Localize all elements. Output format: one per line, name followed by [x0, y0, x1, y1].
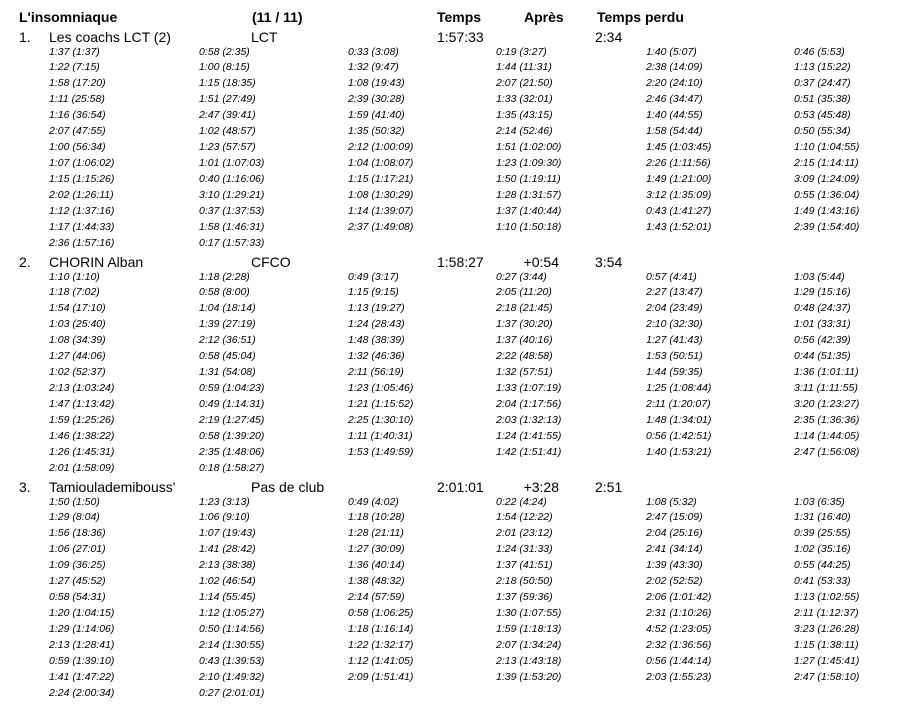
split-cell: 1:47 (1:13:42): [49, 398, 115, 410]
split-cell: 2:13 (1:03:24): [49, 382, 115, 395]
split-cell: 0:59 (1:04:23): [199, 382, 265, 395]
split-cell: 1:16 (36:54): [49, 109, 106, 122]
split-cell: 0:48 (24:37): [794, 302, 851, 315]
split-cell: 0:58 (1:06:25): [348, 607, 414, 620]
split-row: [0, 188, 899, 204]
split-cell: 1:18 (7:02): [49, 286, 100, 299]
split-cell: 1:56 (18:36): [49, 527, 106, 540]
split-cell: 2:10 (1:49:32): [199, 670, 265, 683]
split-cell: 0:59 (1:39:10): [49, 654, 115, 667]
split-row: [0, 349, 899, 365]
split-cell: 3:23 (1:26:28): [794, 623, 860, 635]
split-cell: 4:52 (1:23:05): [646, 623, 712, 635]
split-cell: 2:03 (1:55:23): [646, 670, 712, 683]
split-cell: 1:17 (1:44:33): [49, 220, 115, 233]
split-cell: 1:24 (1:41:55): [496, 429, 562, 442]
split-cell: 2:38 (14:09): [646, 61, 703, 74]
split-cell: 2:18 (21:45): [496, 302, 553, 315]
split-cell: 1:36 (1:01:11): [794, 366, 859, 379]
split-cell: 1:02 (48:57): [199, 125, 256, 138]
split-row: [0, 654, 899, 670]
split-cell: 1:27 (45:52): [49, 575, 106, 588]
split-cell: 1:12 (1:05:27): [199, 607, 265, 620]
split-cell: 1:28 (1:31:57): [496, 188, 562, 201]
split-cell: 1:41 (1:47:22): [49, 670, 115, 683]
split-cell: 2:47 (39:41): [199, 109, 256, 122]
split-cell: 1:53 (50:51): [646, 350, 703, 363]
split-cell: 2:01 (23:12): [496, 527, 553, 540]
runner-time-lost: 2:34: [595, 29, 623, 45]
split-cell: 1:11 (25:58): [49, 93, 105, 106]
split-cell: 1:15 (1:38:11): [794, 638, 859, 651]
runner-club: CFCO: [251, 254, 291, 270]
split-cell: 1:37 (59:36): [496, 591, 553, 604]
split-row: [0, 365, 899, 381]
runner-name: CHORIN Alban: [49, 254, 144, 270]
split-row: [0, 686, 899, 702]
split-cell: 1:44 (59:35): [646, 366, 703, 379]
split-cell: 1:08 (5:32): [646, 495, 697, 508]
split-cell: 1:03 (25:40): [49, 318, 106, 331]
split-times-table: [0, 495, 899, 702]
split-cell: 0:50 (1:14:56): [199, 623, 265, 635]
split-cell: 2:39 (1:54:40): [794, 220, 860, 233]
split-row: [0, 108, 899, 124]
split-cell: 0:58 (8:00): [199, 286, 250, 299]
split-cell: 1:40 (5:07): [646, 45, 697, 58]
split-cell: 2:20 (24:10): [646, 77, 703, 90]
split-cell: 0:17 (1:57:33): [199, 236, 265, 249]
split-cell: 1:13 (1:02:55): [794, 591, 860, 604]
split-cell: 2:01 (1:58:09): [49, 461, 115, 474]
split-cell: 0:44 (51:35): [794, 350, 851, 363]
split-cell: 3:20 (1:23:27): [794, 398, 860, 410]
split-cell: 1:14 (1:44:05): [794, 429, 860, 442]
split-row: [0, 606, 899, 622]
split-cell: 1:08 (34:39): [49, 334, 106, 347]
split-cell: 1:39 (27:19): [199, 318, 256, 331]
split-cell: 0:58 (2:35): [199, 45, 250, 58]
split-cell: 1:02 (35:16): [794, 543, 851, 556]
split-cell: 2:11 (1:12:37): [794, 607, 859, 620]
split-times-table: [0, 270, 899, 477]
split-row: [0, 156, 899, 172]
split-cell: 1:37 (30:20): [496, 318, 553, 331]
split-cell: 3:09 (1:24:09): [794, 173, 860, 185]
runner-summary-row: [0, 254, 899, 270]
split-cell: 1:13 (19:27): [348, 302, 405, 315]
split-cell: 1:39 (43:30): [646, 559, 703, 572]
split-cell: 2:13 (1:28:41): [49, 638, 115, 651]
split-row: [0, 76, 899, 92]
split-cell: 1:03 (6:35): [794, 495, 845, 508]
split-cell: 1:20 (1:04:15): [49, 607, 115, 620]
split-row: [0, 622, 899, 638]
split-cell: 1:33 (1:07:19): [496, 382, 562, 395]
split-cell: 2:26 (1:11:56): [646, 157, 711, 170]
split-cell: 1:01 (1:07:03): [199, 157, 265, 170]
split-cell: 2:47 (15:09): [646, 511, 703, 524]
split-cell: 1:44 (11:31): [496, 61, 552, 74]
split-cell: 0:27 (2:01:01): [199, 686, 265, 699]
split-cell: 2:06 (1:01:42): [646, 591, 712, 604]
split-cell: 2:07 (21:50): [496, 77, 553, 90]
split-cell: 1:29 (15:16): [794, 286, 851, 299]
split-cell: 2:18 (50:50): [496, 575, 553, 588]
split-cell: 1:12 (1:37:16): [49, 204, 115, 217]
split-row: [0, 204, 899, 220]
split-cell: 0:49 (3:17): [348, 270, 399, 283]
split-cell: 1:08 (1:30:29): [348, 188, 414, 201]
split-row: [0, 542, 899, 558]
split-row: [0, 429, 899, 445]
split-row: [0, 285, 899, 301]
split-cell: 2:25 (1:30:10): [348, 413, 414, 426]
split-cell: 0:37 (1:37:53): [199, 204, 265, 217]
split-row: [0, 638, 899, 654]
split-row: [0, 510, 899, 526]
split-row: [0, 495, 899, 511]
split-cell: 0:58 (1:39:20): [199, 429, 265, 442]
split-cell: 1:02 (52:37): [49, 366, 106, 379]
split-row: [0, 381, 899, 397]
split-cell: 1:46 (1:38:22): [49, 429, 115, 442]
split-cell: 1:37 (41:51): [496, 559, 553, 572]
split-row: [0, 526, 899, 542]
split-cell: 1:40 (1:53:21): [646, 445, 712, 458]
split-cell: 2:31 (1:10:26): [646, 607, 712, 620]
split-cell: 0:53 (45:48): [794, 109, 851, 122]
split-cell: 1:39 (1:53:20): [496, 670, 562, 683]
split-cell: 1:23 (3:13): [199, 495, 250, 508]
split-cell: 0:41 (53:33): [794, 575, 851, 588]
split-cell: 0:22 (4:24): [496, 495, 547, 508]
split-cell: 1:12 (1:41:05): [348, 654, 414, 667]
split-cell: 2:12 (1:00:09): [348, 141, 414, 154]
split-cell: 1:23 (57:57): [199, 141, 256, 154]
split-cell: 1:10 (1:10): [49, 270, 100, 283]
split-cell: 2:13 (1:43:18): [496, 654, 562, 667]
split-cell: 2:19 (1:27:45): [199, 413, 265, 426]
split-cell: 1:06 (9:10): [199, 511, 250, 524]
split-cell: 1:27 (1:45:41): [794, 654, 860, 667]
runner-name: Les coachs LCT (2): [49, 29, 171, 45]
split-cell: 2:46 (34:47): [646, 93, 703, 106]
split-cell: 1:24 (31:33): [496, 543, 553, 556]
split-cell: 0:40 (1:16:06): [199, 173, 265, 185]
split-cell: 1:29 (1:14:06): [49, 623, 115, 635]
split-cell: 2:05 (11:20): [496, 286, 552, 299]
split-cell: 2:12 (36:51): [199, 334, 256, 347]
split-cell: 1:15 (1:17:21): [348, 173, 414, 185]
split-cell: 2:37 (1:49:08): [348, 220, 414, 233]
split-cell: 0:27 (3:44): [496, 270, 547, 283]
split-cell: 1:48 (1:34:01): [646, 413, 712, 426]
split-cell: 2:09 (1:51:41): [348, 670, 414, 683]
split-cell: 2:03 (1:32:13): [496, 413, 562, 426]
split-cell: 2:11 (1:20:07): [646, 398, 711, 410]
split-cell: 1:15 (1:15:26): [49, 173, 115, 185]
split-cell: 1:07 (19:43): [199, 527, 256, 540]
split-row: [0, 60, 899, 76]
split-cell: 1:31 (16:40): [794, 511, 851, 524]
split-cell: 1:27 (44:06): [49, 350, 106, 363]
column-header-time-lost: Temps perdu: [597, 9, 684, 25]
split-cell: 2:14 (1:30:55): [199, 638, 265, 651]
finisher-count: (11 / 11): [252, 9, 303, 25]
split-cell: 1:45 (1:03:45): [646, 141, 712, 154]
split-row: [0, 301, 899, 317]
split-cell: 1:11 (1:40:31): [348, 429, 413, 442]
split-row: [0, 220, 899, 236]
split-row: [0, 45, 899, 61]
split-cell: 1:35 (50:32): [348, 125, 405, 138]
split-row: [0, 558, 899, 574]
split-row: [0, 670, 899, 686]
split-cell: 0:39 (25:55): [794, 527, 851, 540]
split-cell: 1:54 (17:10): [49, 302, 106, 315]
split-cell: 1:48 (38:39): [348, 334, 405, 347]
split-cell: 2:07 (1:34:24): [496, 638, 562, 651]
split-cell: 1:15 (9:15): [348, 286, 399, 299]
split-cell: 1:18 (1:16:14): [348, 623, 414, 635]
split-cell: 1:13 (15:22): [794, 61, 851, 74]
split-cell: 1:50 (1:50): [49, 495, 100, 508]
split-row: [0, 397, 899, 413]
split-row: [0, 172, 899, 188]
split-cell: 1:02 (46:54): [199, 575, 256, 588]
split-cell: 1:08 (19:43): [348, 77, 405, 90]
split-cell: 0:43 (1:39:53): [199, 654, 265, 667]
split-cell: 1:00 (8:15): [199, 61, 250, 74]
split-cell: 1:31 (54:08): [199, 366, 256, 379]
split-cell: 2:35 (1:48:06): [199, 445, 265, 458]
split-cell: 2:14 (52:46): [496, 125, 553, 138]
split-cell: 0:57 (4:41): [646, 270, 697, 283]
split-cell: 0:50 (55:34): [794, 125, 851, 138]
column-header-time: Temps: [437, 9, 482, 25]
split-cell: 1:10 (1:50:18): [496, 220, 562, 233]
split-cell: 1:58 (54:44): [646, 125, 703, 138]
split-cell: 1:14 (1:39:07): [348, 204, 414, 217]
split-row: [0, 574, 899, 590]
runner-rank: 1.: [19, 29, 31, 45]
runner-time: 1:58:27: [437, 254, 484, 270]
split-cell: 0:55 (44:25): [794, 559, 851, 572]
split-cell: 0:49 (4:02): [348, 495, 399, 508]
split-cell: 2:35 (1:36:36): [794, 413, 860, 426]
split-row: [0, 445, 899, 461]
split-cell: 1:58 (1:46:31): [199, 220, 265, 233]
split-cell: 1:28 (21:11): [348, 527, 404, 540]
split-cell: 0:18 (1:58:27): [199, 461, 265, 474]
split-cell: 0:49 (1:14:31): [199, 398, 265, 410]
split-cell: 0:19 (3:27): [496, 45, 547, 58]
split-cell: 1:03 (5:44): [794, 270, 845, 283]
split-cell: 2:36 (1:57:16): [49, 236, 115, 249]
split-cell: 1:22 (1:32:17): [348, 638, 414, 651]
split-cell: 1:27 (41:43): [646, 334, 703, 347]
split-cell: 1:10 (1:04:55): [794, 141, 860, 154]
split-cell: 1:15 (18:35): [199, 77, 256, 90]
split-cell: 2:02 (52:52): [646, 575, 703, 588]
runner-rank: 2.: [19, 254, 31, 270]
split-cell: 1:59 (1:18:13): [496, 623, 562, 635]
split-cell: 1:59 (1:25:26): [49, 413, 115, 426]
split-times-table: [0, 45, 899, 252]
split-row: [0, 124, 899, 140]
split-row: [0, 590, 899, 606]
split-cell: 1:38 (48:32): [348, 575, 405, 588]
split-cell: 0:33 (3:08): [348, 45, 399, 58]
split-row: [0, 317, 899, 333]
split-cell: 1:40 (44:55): [646, 109, 703, 122]
split-cell: 2:32 (1:36:56): [646, 638, 712, 651]
split-cell: 1:04 (1:08:07): [348, 157, 414, 170]
split-cell: 2:11 (56:19): [348, 366, 404, 379]
runner-time-lost: 2:51: [595, 479, 623, 495]
column-header-after: Après: [524, 9, 564, 25]
split-row: [0, 270, 899, 286]
split-cell: 2:04 (25:16): [646, 527, 703, 540]
split-cell: 0:37 (24:47): [794, 77, 851, 90]
split-cell: 1:14 (55:45): [199, 591, 256, 604]
split-cell: 2:04 (1:17:56): [496, 398, 562, 410]
split-cell: 2:27 (13:47): [646, 286, 703, 299]
split-cell: 1:26 (1:45:31): [49, 445, 115, 458]
runner-rank: 3.: [19, 479, 31, 495]
split-cell: 2:13 (38:38): [199, 559, 256, 572]
split-cell: 0:58 (54:31): [49, 591, 106, 604]
split-row: [0, 333, 899, 349]
split-cell: 1:21 (1:15:52): [348, 398, 414, 410]
split-cell: 0:43 (1:41:27): [646, 204, 712, 217]
split-cell: 1:06 (27:01): [49, 543, 106, 556]
split-cell: 1:43 (1:52:01): [646, 220, 712, 233]
split-cell: 1:42 (1:51:41): [496, 445, 562, 458]
split-cell: 1:30 (1:07:55): [496, 607, 562, 620]
split-cell: 1:59 (41:40): [348, 109, 405, 122]
split-cell: 0:56 (1:44:14): [646, 654, 712, 667]
split-cell: 1:49 (1:43:16): [794, 204, 860, 217]
split-cell: 1:18 (2:28): [199, 270, 250, 283]
split-cell: 3:10 (1:29:21): [199, 188, 265, 201]
split-cell: 1:32 (46:36): [348, 350, 405, 363]
split-row: [0, 92, 899, 108]
split-cell: 1:33 (32:01): [496, 93, 553, 106]
split-cell: 1:23 (1:09:30): [496, 157, 562, 170]
split-cell: 2:22 (48:58): [496, 350, 553, 363]
split-cell: 1:35 (43:15): [496, 109, 553, 122]
split-cell: 2:39 (30:28): [348, 93, 405, 106]
runner-time-behind: +3:28: [523, 479, 559, 495]
split-cell: 2:07 (47:55): [49, 125, 106, 138]
split-cell: 1:04 (18:14): [199, 302, 256, 315]
split-cell: 1:25 (1:08:44): [646, 382, 712, 395]
course-title: L'insomniaque: [19, 9, 118, 25]
split-row: [0, 140, 899, 156]
split-cell: 2:41 (34:14): [646, 543, 703, 556]
split-cell: 1:29 (8:04): [49, 511, 100, 524]
split-cell: 1:37 (1:40:44): [496, 204, 562, 217]
runner-club: LCT: [251, 29, 278, 45]
split-cell: 2:47 (1:56:08): [794, 445, 860, 458]
split-cell: 0:58 (45:04): [199, 350, 256, 363]
split-cell: 1:00 (56:34): [49, 141, 106, 154]
split-cell: 2:10 (32:30): [646, 318, 703, 331]
split-cell: 1:27 (30:09): [348, 543, 405, 556]
split-cell: 2:47 (1:58:10): [794, 670, 860, 683]
split-cell: 1:07 (1:06:02): [49, 157, 115, 170]
split-cell: 2:24 (2:00:34): [49, 686, 115, 699]
runner-name: Tamioulademibouss': [49, 479, 176, 495]
split-cell: 1:24 (28:43): [348, 318, 405, 331]
split-cell: 3:12 (1:35:09): [646, 188, 712, 201]
split-cell: 1:22 (7:15): [49, 61, 100, 74]
split-cell: 0:51 (35:38): [794, 93, 851, 106]
runner-time-behind: +0:54: [523, 254, 559, 270]
runner-time: 2:01:01: [437, 479, 484, 495]
split-cell: 1:58 (17:20): [49, 77, 106, 90]
split-cell: 2:04 (23:49): [646, 302, 703, 315]
split-cell: 1:18 (10:28): [348, 511, 405, 524]
split-cell: 1:53 (1:49:59): [348, 445, 414, 458]
split-cell: 0:56 (42:39): [794, 334, 851, 347]
split-row: [0, 413, 899, 429]
split-cell: 1:23 (1:05:46): [348, 382, 414, 395]
split-cell: 1:37 (1:37): [49, 45, 100, 58]
split-cell: 2:15 (1:14:11): [794, 157, 859, 170]
split-cell: 1:37 (40:16): [496, 334, 553, 347]
split-cell: 1:36 (40:14): [348, 559, 405, 572]
split-row: [0, 461, 899, 477]
split-cell: 0:56 (1:42:51): [646, 429, 712, 442]
split-cell: 1:32 (9:47): [348, 61, 399, 74]
split-cell: 1:09 (36:25): [49, 559, 106, 572]
split-cell: 1:51 (1:02:00): [496, 141, 562, 154]
runner-summary-row: [0, 479, 899, 495]
split-cell: 1:50 (1:19:11): [496, 173, 561, 185]
split-cell: 3:11 (1:11:55): [794, 382, 858, 395]
split-cell: 1:41 (28:42): [199, 543, 256, 556]
split-cell: 2:14 (57:59): [348, 591, 405, 604]
runner-time-lost: 3:54: [595, 254, 623, 270]
split-cell: 1:32 (57:51): [496, 366, 553, 379]
split-cell: 1:01 (33:31): [794, 318, 851, 331]
split-row: [0, 236, 899, 252]
runner-club: Pas de club: [251, 479, 325, 495]
runner-time: 1:57:33: [437, 29, 484, 45]
split-cell: 1:54 (12:22): [496, 511, 553, 524]
split-cell: 0:55 (1:36:04): [794, 188, 860, 201]
split-cell: 0:46 (5:53): [794, 45, 845, 58]
split-cell: 2:02 (1:26:11): [49, 188, 114, 201]
split-cell: 1:51 (27:49): [199, 93, 256, 106]
split-cell: 1:49 (1:21:00): [646, 173, 712, 185]
runner-summary-row: [0, 29, 899, 45]
